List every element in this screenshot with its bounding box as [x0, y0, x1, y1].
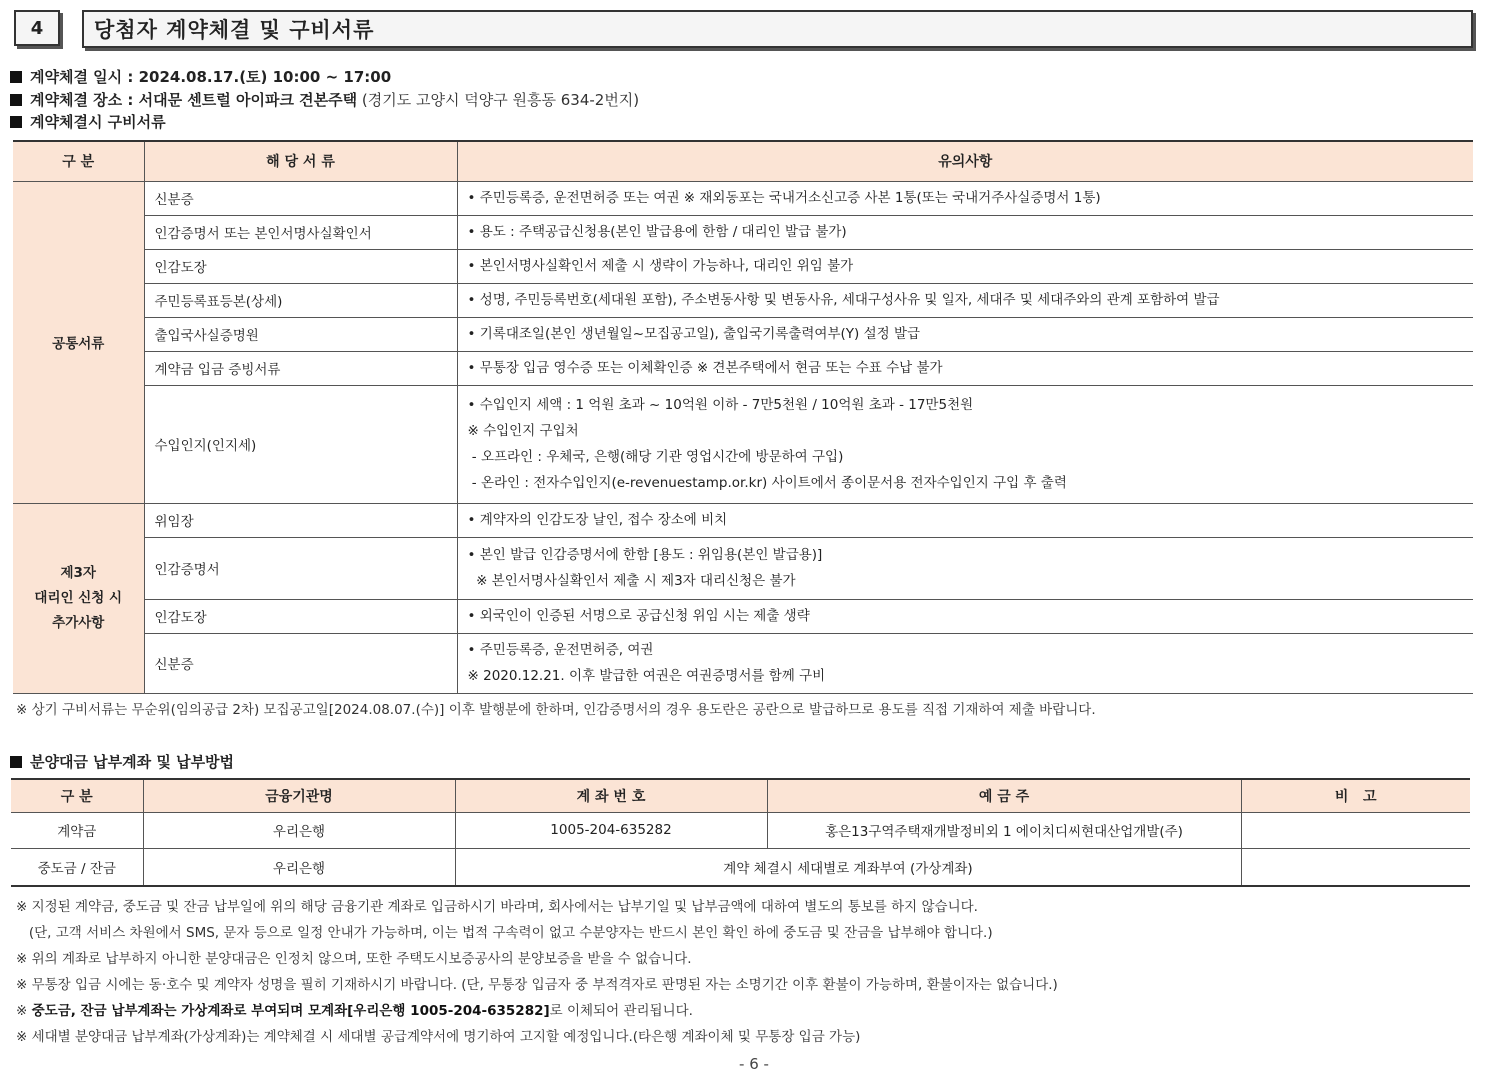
place-address: (경기도 고양시 덕양구 원흥동 634-2번지)	[361, 91, 640, 109]
doc-name: 신분증	[144, 181, 457, 215]
square-bullet-icon	[10, 71, 22, 83]
table-row	[13, 249, 1473, 283]
table-row	[13, 537, 1473, 599]
table-row	[13, 599, 1473, 633]
required-docs-line: 계약체결시 구비서류	[10, 111, 166, 132]
contract-place-line: 계약체결 장소 : 서대문 센트럴 아이파크 견본주택 (경기도 고양시 덕양구 원흥동 634-2번지)	[10, 89, 639, 110]
payment-note: ※ 지정된 계약금, 중도금 및 잔금 납부일에 위의 해당 금융기관 계좌로 입금하시기 바라며, 회사에서는 납부기일 및 납부금액에 대하여 별도의 통보를 하지 않습니다.	[16, 899, 978, 915]
payment-table	[11, 778, 1470, 887]
square-bullet-icon	[10, 94, 22, 106]
pay-col-holder: 예 금 주	[767, 779, 1241, 812]
table-row	[13, 181, 1473, 215]
table-row	[13, 283, 1473, 317]
payment-note: (단, 고객 서비스 차원에서 SMS, 문자 등으로 일정 안내가 가능하며, 이는 법적 구속력이 없고 수분양자는 반드시 본인 확인 하에 중도금 및 잔금을 납부해야 합니다.)	[16, 925, 993, 941]
note-line: ※ 2020.12.21. 이후 발급한 여권은 여권증명서를 함께 구비	[467, 668, 826, 684]
doc-note: • 계약자의 인감도장 날인, 접수 장소에 비치	[457, 503, 1473, 537]
pay-col-memo: 비 고	[1241, 779, 1470, 812]
doc-name: 인감도장	[144, 599, 457, 633]
doc-note: • 무통장 입금 영수증 또는 이체확인증 ※ 견본주택에서 현금 또는 수표 수납 불가	[457, 351, 1473, 385]
col-header-notes: 유의사항	[457, 141, 1473, 181]
col-header-type: 구 분	[13, 141, 144, 181]
note-line: • 주민등록증, 운전면허증, 여권	[467, 642, 654, 658]
doc-name: 인감증명서	[144, 537, 457, 599]
pay-virtual-account: 계약 체결시 세대별로 계좌부여 (가상계좌)	[455, 848, 1241, 886]
note-line: ※ 수입인지 구입처	[467, 423, 579, 439]
col-header-docs: 해 당 서 류	[144, 141, 457, 181]
doc-note: • 본인서명사실확인서 제출 시 생략이 가능하나, 대리인 위임 불가	[457, 249, 1473, 283]
table-row	[13, 215, 1473, 249]
group-label-common: 공통서류	[13, 181, 144, 503]
note-line: • 수입인지 세액 : 1 억원 초과 ~ 10억원 이하 - 7만5천원 / 10억원 초과 - 17만5천원	[467, 397, 974, 413]
payment-note: ※ 세대별 분양대금 납부계좌(가상계좌)는 계약체결 시 세대별 공급계약서에 명기하여 고지할 예정입니다.(타은행 계좌이체 및 무통장 입금 가능)	[16, 1029, 861, 1045]
square-bullet-icon	[10, 116, 22, 128]
doc-note	[457, 537, 1473, 599]
table-row	[13, 317, 1473, 351]
doc-note: • 용도 : 주택공급신청용(본인 발급용에 한함 / 대리인 발급 불가)	[457, 215, 1473, 249]
square-bullet-icon	[10, 756, 22, 768]
payment-note: ※ 위의 계좌로 납부하지 아니한 분양대금은 인정치 않으며, 또한 주택도시보증공사의 분양보증을 받을 수 없습니다.	[16, 951, 692, 967]
required-docs-table	[13, 140, 1473, 694]
doc-note: • 기록대조일(본인 생년월일~모집공고일), 출입국기록출력여부(Y) 설정 발급	[457, 317, 1473, 351]
table-row	[13, 503, 1473, 537]
doc-note: • 주민등록증, 운전면허증 또는 여권 ※ 재외동포는 국내거소신고증 사본 1통(또는 국내거주사실증명서 1통)	[457, 181, 1473, 215]
doc-note: • 외국인이 인증된 서명으로 공급신청 위임 시는 제출 생략	[457, 599, 1473, 633]
note-line: ※ 본인서명사실확인서 제출 시 제3자 대리신청은 불가	[467, 573, 796, 589]
doc-name: 계약금 입금 증빙서류	[144, 351, 457, 385]
pay-type: 계약금	[11, 812, 143, 848]
doc-note	[457, 633, 1473, 693]
doc-name: 수입인지(인지세)	[144, 385, 457, 503]
table-row	[11, 848, 1470, 886]
doc-name: 주민등록표등본(상세)	[144, 283, 457, 317]
section-number: 4	[14, 10, 60, 46]
contract-date-line: 계약체결 일시 : 2024.08.17.(토) 10:00 ~ 17:00	[10, 66, 391, 87]
docs-footnote: ※ 상기 구비서류는 무순위(임의공급 2차) 모집공고일[2024.08.07.(수)] 이후 발행분에 한하며, 인감증명서의 경우 용도란은 공란으로 발급하므로 용도를 직접 기재하여 제출 바랍니다.	[16, 702, 1096, 718]
pay-memo	[1241, 812, 1470, 848]
doc-name: 인감도장	[144, 249, 457, 283]
payment-heading: 분양대금 납부계좌 및 납부방법	[10, 751, 234, 772]
payment-note: ※ 무통장 입금 시에는 동·호수 및 계약자 성명을 필히 기재하시기 바랍니다. (단, 무통장 입금자 중 부적격자로 판명된 자는 소명기간 이후 환불이 가능하며, 환불이자는 없습니다.)	[16, 977, 1058, 993]
pay-bank: 우리은행	[143, 848, 455, 886]
pay-holder: 홍은13구역주택재개발정비외 1 에이치디씨현대산업개발(주)	[767, 812, 1241, 848]
table-row	[13, 351, 1473, 385]
section-title: 당첨자 계약체결 및 구비서류	[82, 10, 1473, 48]
doc-name: 위임장	[144, 503, 457, 537]
doc-note: • 성명, 주민등록번호(세대원 포함), 주소변동사항 및 변동사유, 세대구성사유 및 일자, 세대주 및 세대주와의 관계 포함하여 발급	[457, 283, 1473, 317]
note-line: - 온라인 : 전자수입인지(e-revenuestamp.or.kr) 사이트에서 종이문서용 전자수입인지 구입 후 출력	[467, 475, 1067, 491]
pay-memo	[1241, 848, 1470, 886]
doc-name: 인감증명서 또는 본인서명사실확인서	[144, 215, 457, 249]
table-row	[11, 812, 1470, 848]
pay-account: 1005-204-635282	[455, 812, 767, 848]
doc-name: 출입국사실증명원	[144, 317, 457, 351]
doc-name: 신분증	[144, 633, 457, 693]
note-line: • 본인 발급 인감증명서에 한함 [용도 : 위임용(본인 발급용)]	[467, 547, 823, 563]
pay-col-bank: 금융기관명	[143, 779, 455, 812]
page-number: - 6 -	[739, 1055, 769, 1073]
table-row	[13, 385, 1473, 503]
doc-note	[457, 385, 1473, 503]
group-label-proxy: 제3자 대리인 신청 시 추가사항	[13, 503, 144, 693]
payment-note-bold: ※ 중도금, 잔금 납부계좌는 가상계좌로 부여되며 모계좌[우리은행 1005-204-635282]로 이체되어 관리됩니다.	[16, 1003, 693, 1019]
pay-type: 중도금 / 잔금	[11, 848, 143, 886]
table-row	[13, 633, 1473, 693]
pay-col-type: 구 분	[11, 779, 143, 812]
pay-bank: 우리은행	[143, 812, 455, 848]
note-line: - 오프라인 : 우체국, 은행(해당 기관 영업시간에 방문하여 구입)	[467, 449, 844, 465]
pay-col-account: 계 좌 번 호	[455, 779, 767, 812]
